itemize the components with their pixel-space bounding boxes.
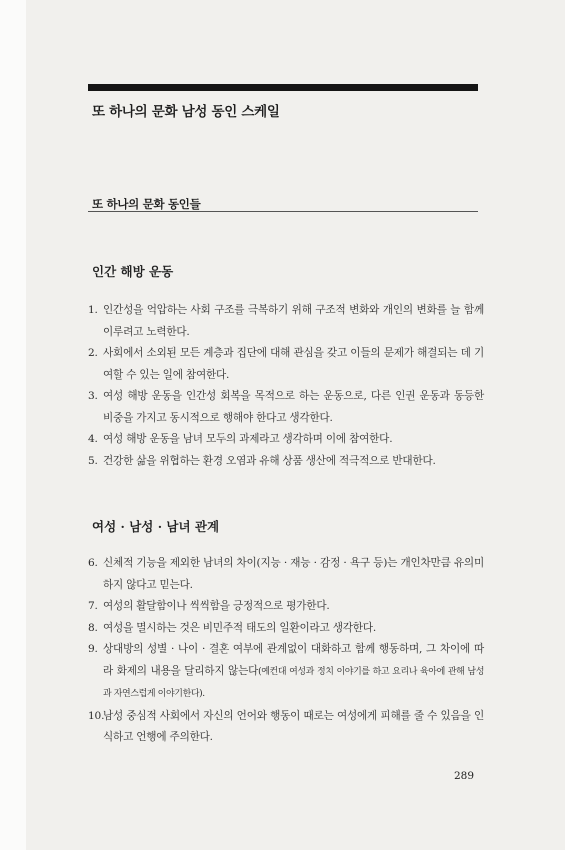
list-item: 2. 사회에서 소외된 모든 계층과 집단에 대해 관심을 갖고 이들의 문제가 해결되는 데 기여할 수 있는 일에 참여한다. <box>88 347 484 381</box>
list-item: 5. 건강한 삶을 위협하는 환경 오염과 유해 상품 생산에 적극적으로 반대한다. <box>88 454 436 467</box>
item-note: (예컨대 여성과 정치 이야기를 하고 요리나 육아에 관해 남성과 자연스럽게 이야기한다). <box>103 666 484 699</box>
list-item: 7. 여성의 활달함이나 씩씩함을 긍정적으로 평가한다. <box>88 600 330 612</box>
list-item: 10.남성 중심적 사회에서 자신의 언어와 행동이 때로는 여성에게 피해를 줄 수 있음을 인식하고 언행에 주의한다. <box>88 709 484 743</box>
list-item: 4. 여성 해방 운동을 남녀 모두의 과제라고 생각하며 이에 참여한다. <box>88 433 393 445</box>
heading-gender-relations: 여성 · 남성 · 남녀 관계 <box>92 519 220 534</box>
list-item: 6. 신체적 기능을 제외한 남녀의 차이(지능 · 재능 · 감정 · 욕구 등)는 개인차만큼 유의미하지 않다고 믿는다. <box>88 557 484 591</box>
page-number: 289 <box>454 770 475 782</box>
list-item: 8. 여성을 멸시하는 것은 비민주적 태도의 일환이라고 생각한다. <box>88 621 377 634</box>
subtitle-rule <box>88 211 478 212</box>
section-subtitle: 또 하나의 문화 동인들 <box>92 197 201 211</box>
heading-human-liberation: 인간 해방 운동 <box>92 264 174 279</box>
list-human-liberation <box>88 300 484 472</box>
list-item: 9. 상대방의 성별 · 나이 · 결혼 여부에 관계없이 대화하고 함께 행동하며, 그 차이에 따라 화제의 내용을 달리하지 않는다(예컨대 여성과 정치 이야기를 하고 요리나 육아에 관해 남성과 자연스럽게 이야기한다). <box>88 643 484 699</box>
page-title: 또 하나의 문화 남성 동인 스케일 <box>92 104 280 120</box>
list-gender-relations <box>88 553 484 749</box>
list-item: 3. 여성 해방 운동을 인간성 회복을 목적으로 하는 운동으로, 다른 인권 운동과 동등한 비중을 가지고 동시적으로 행해야 한다고 생각한다. <box>88 390 484 424</box>
title-bar <box>88 84 478 91</box>
scan-margin <box>0 0 26 850</box>
list-item: 1. 인간성을 억압하는 사회 구조를 극복하기 위해 구조적 변화와 개인의 변화를 늘 함께 이루려고 노력한다. <box>88 304 484 338</box>
